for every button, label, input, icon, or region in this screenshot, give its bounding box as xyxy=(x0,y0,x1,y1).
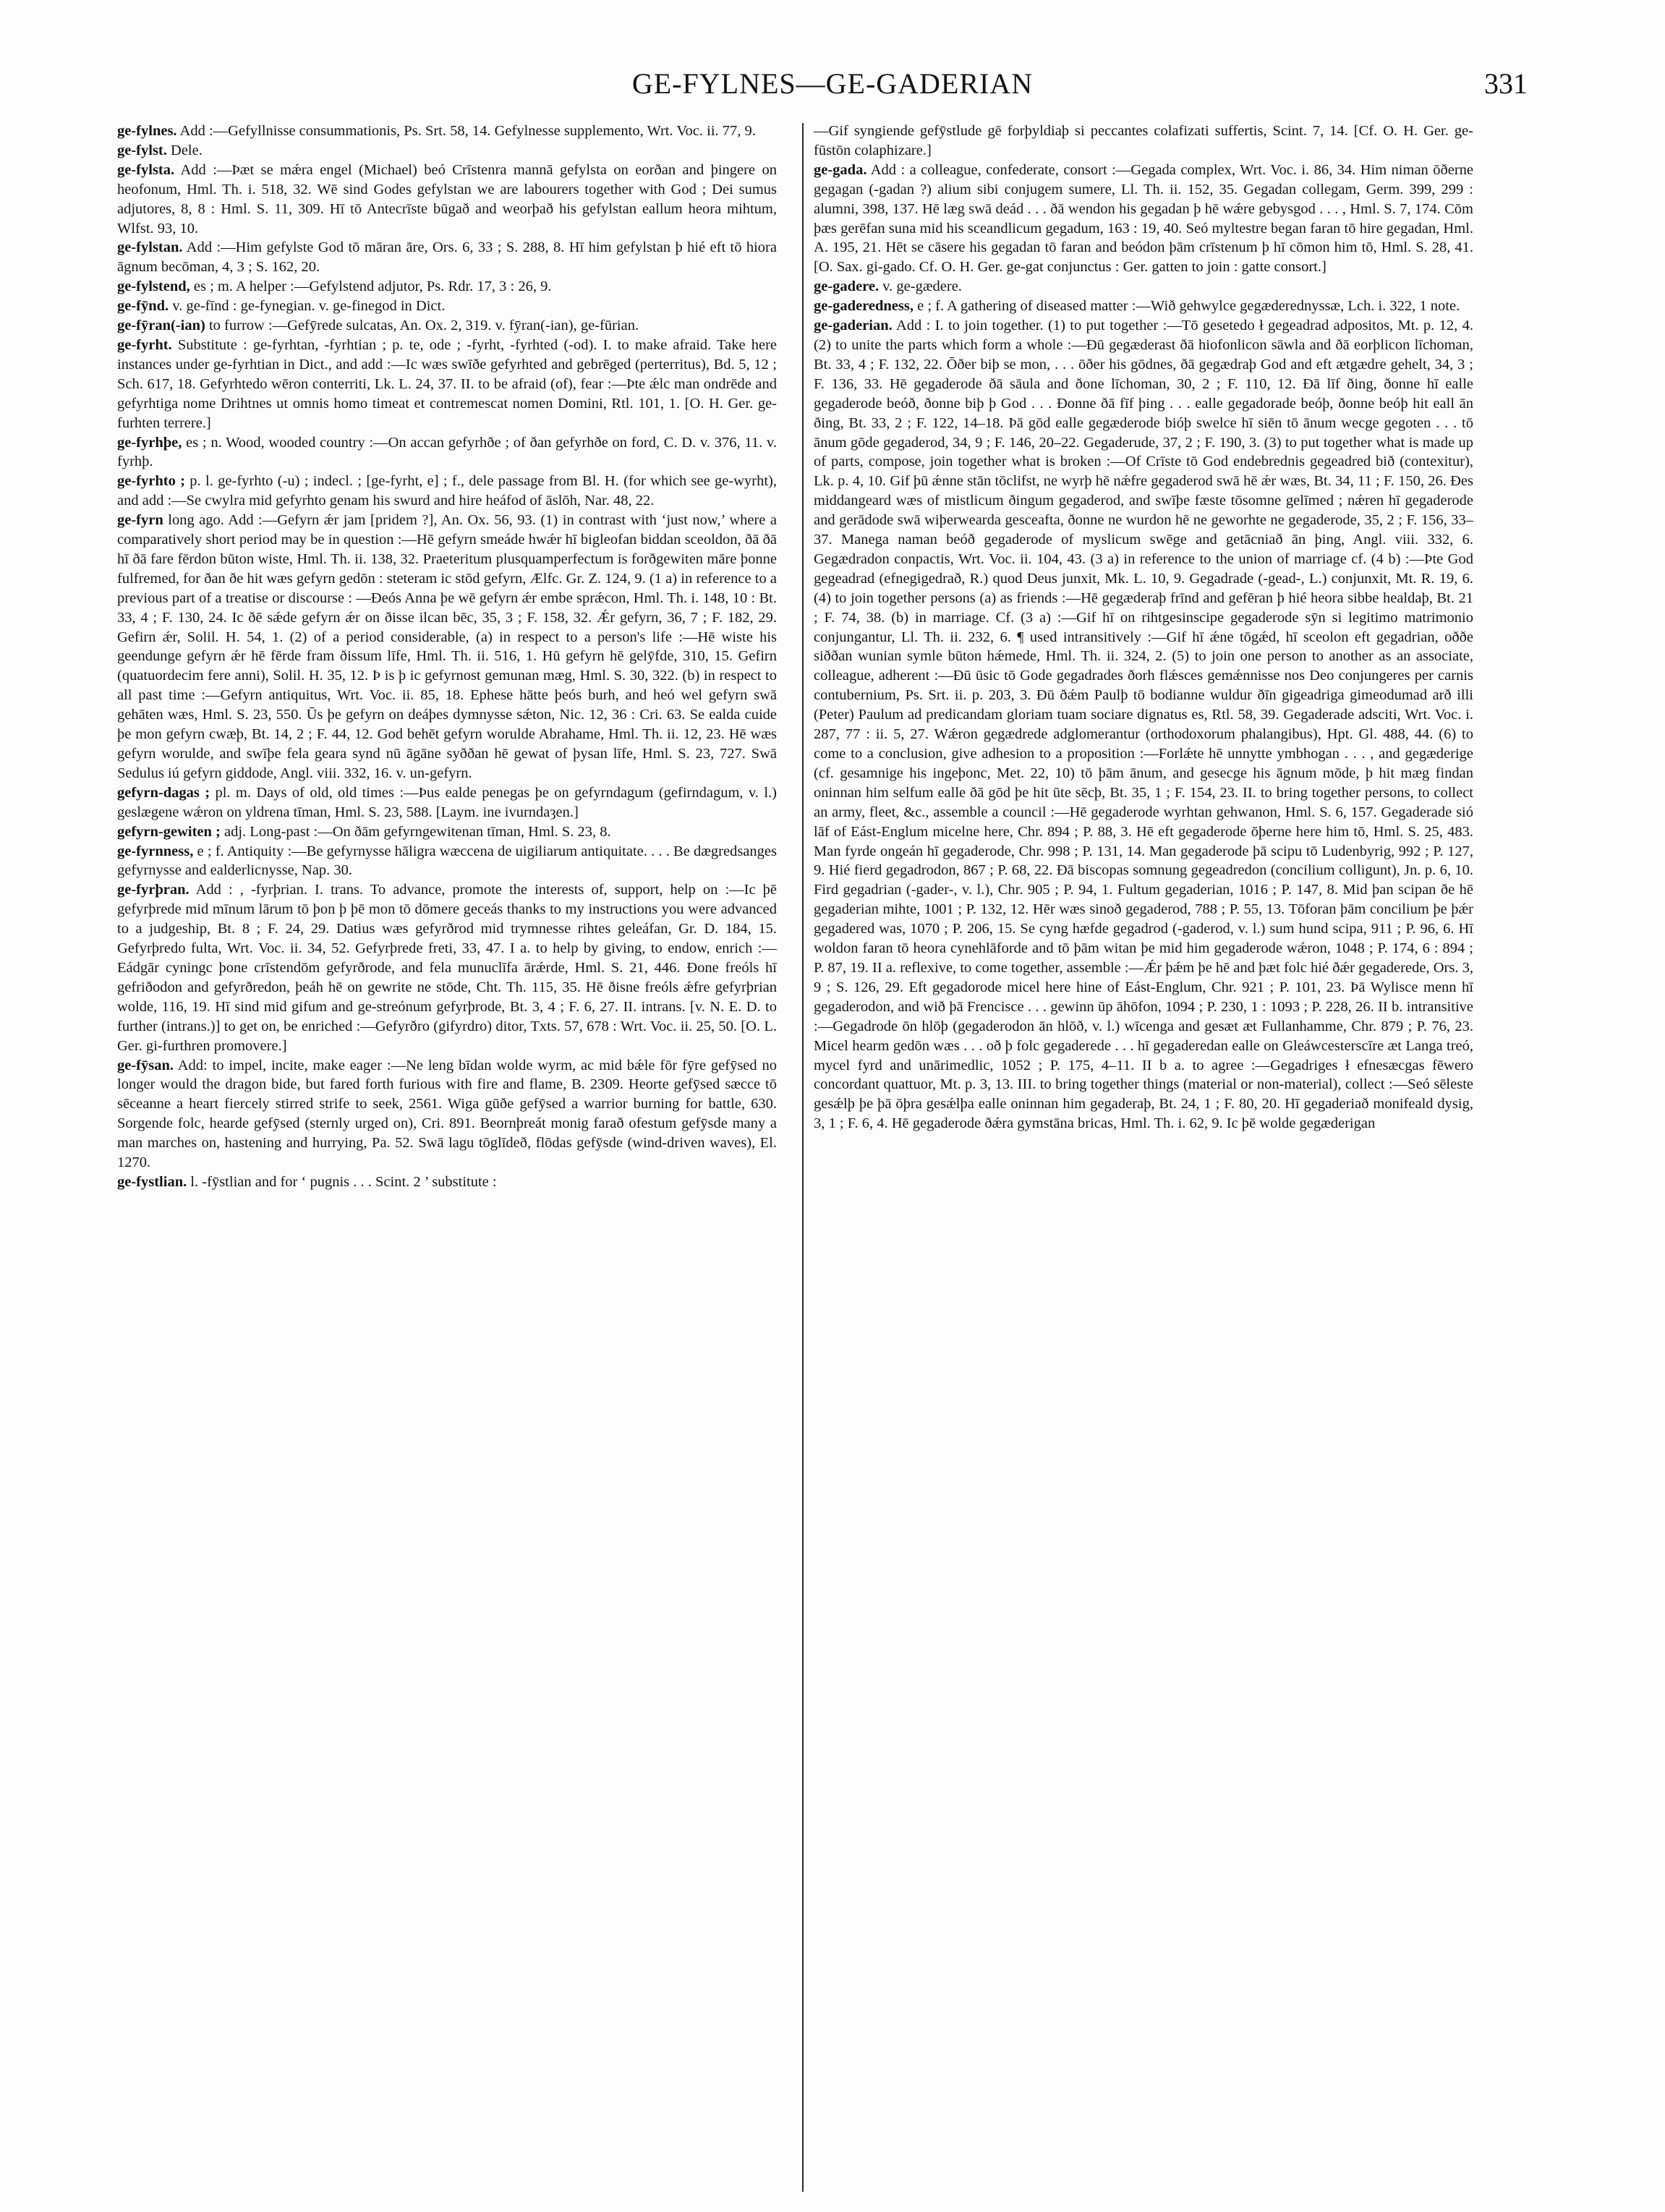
entry-headword: ge-fyrhto ; xyxy=(117,473,185,490)
entry-headword: ge-fyrþran. xyxy=(117,882,190,898)
entry-text: long ago. Add :—Gefyrn ǽr jam [pridem ?], An. Ox. 56, 93. (1) in contrast with ‘just now,’ where a comparatively short period may be in question :—Hē gefyrn smeáde hwǽr hī bigleofan biddan sceoldon, ðā ðā hī ðā fare fērdon būton wiste, Hml. Th. ii. 138, 32. Praeteritum plusquamperfectum is forðgewiten māre þonne fulfremed, for ðan ðe hit wæs gefyrn gedōn : steteram ic stōd gefyrn, Ælfc. Gr. Z. 124, 9. (1 a) in reference to a previous part of a treatise or discourse : —Ðeós Anna þe wē gefyrn ǽr embe sprǽcon, Hml. Th. i. 148, 10 : Bt. 33, 4 ; F. 130, 24. Ic ðē sǽde gefyrn ǽr on ðisse ilcan bēc, 35, 3 ; F. 158, 32. Ǽr gefyrn, 36, 7 ; F. 182, 29. Gefirn ǽr, Solil. H. 54, 1. (2) of a period considerable, (a) in respect to a person's life :—Hē wiste his geendunge gefyrn ǽr hē fērde fram ðissum līfe, Hml. Th. ii. 516, 1. Hū gefyrn hē gelȳfde, 310, 15. Gefirn (quatuordecim fere anni), Solil. H. 35, 12. Þ is þ ic gefyrnost gemunan mæg, Hml. S. 30, 322. (b) in respect to all past time :—Gefyrn antiquitus, Wrt. Voc. ii. 85, 18. Ephese hātte þeós burh, and heó wel gefyrn swā gehāten wæs, Hml. S. 23, 550. Ūs þe gefyrn on deáþes dymnysse sǽton, Nic. 12, 36 : Cri. 63. Se ealda cuide þe mon gefyrn cwæþ, Bt. 14, 2 ; F. 44, 12. God behēt gefyrn worulde Abrahame, Hml. Th. ii. 12, 23. Hē wæs gefyrn worulde, and swīþe fela geara synd nū āgāne syððan hē gewat of þysan līfe, Hml. S. 23, 727. Swā Sedulus iú gefyrn giddode, Angl. viii. 332, 16. v. un-gefyrn. xyxy=(117,512,777,781)
entry-text: Add : a colleague, confederate, consort :—Gegada complex, Wrt. Voc. i. 86, 34. Him niman ōðerne gegagan (-gadan ?) alium sibi conjugem sumere, Ll. Th. ii. 152, 35. Gegadan collegam, Germ. 399, 299 : alumni, 398, 137. Hē læg swā deád . . . ðā wendon his gegadan þ hē wǽre gebysgod . . . , Hml. S. 7, 174. Cōm þæs gerēfan suna mid his sceandlicum gegadum, 163 : 19, 40. Seó myltestre began faran tō hire gegadan, Hml. A. 195, 21. Hēt se cāsere his gegadan tō faran and beódon þām crīstenum þ hī cōmon him tō, Hml. S. 28, 41. [O. Sax. gi-gado. Cf. O. H. Ger. ge-gat conjunctus : Ger. gatten to join : gatte consort.] xyxy=(814,161,1473,276)
entry-headword: gefyrn-dagas ; xyxy=(117,784,210,801)
entry-text: to furrow :—Gefȳrede sulcatas, An. Ox. 2, 319. v. fȳran(-ian), ge-fūrian. xyxy=(205,318,639,334)
entry-text: Add :—Him gefylste God tō māran āre, Ors. 6, 33 ; S. 288, 8. Hī him gefylstan þ hié eft tō hiora āgnum becōman, 4, 3 ; S. 162, 20. xyxy=(117,239,777,276)
entry-text: Add: to impel, incite, make eager :—Ne leng bīdan wolde wyrm, ac mid bǽle fōr fȳre gefȳsed no longer would the dragon bide, but fared forth furious with fire and flame, B. 2309. Heorte gefȳsed sæcce tō sēceanne a heart fiercely stirred strife to seek, 2561. Wiga gūðe gefȳsed a warrior burning for battle, 630. Sorgende folc, hearde gefȳsed (sternly urged on), Cri. 891. Beornþreát monig farað ofestum gefȳsde many a man marches on, hastening and hurrying, Pa. 52. Swā lagu tōglīdeð, flōdas gefȳsde (wind-driven waves), El. 1270. xyxy=(117,1057,777,1171)
dictionary-entry xyxy=(814,297,1473,316)
entry-headword: ge-fystlian. xyxy=(117,1173,187,1190)
dictionary-entry xyxy=(117,297,777,316)
column-divider xyxy=(802,123,804,2192)
entry-text: p. l. ge-fyrhto (-u) ; indecl. ; [ge-fyrht, e] ; f., dele passage from Bl. H. (for which see ge-wyrht), and add :—Se cwylra mid gefyrhto genam his swurd and hire heáfod of āslōh, Nar. 48, 22. xyxy=(117,473,778,509)
dictionary-entry xyxy=(814,316,1473,1133)
entry-text: Add :—Þæt se mǽra engel (Michael) beó Crīstenra mannā gefylsta on eorðan and þingere on heofonum, Hml. Th. i. 518, 32. Wē sind Godes gefylstan we are labourers together with God ; Dei sumus adjutores, 8, 8 : Hml. S. 11, 309. Hī tō Antecrīste būgað and weorþað his gefylstan eallum heora mihtum, Wlfst. 93, 10. xyxy=(117,161,777,237)
dictionary-entry xyxy=(117,880,777,1055)
dictionary-entry xyxy=(814,161,1473,277)
dictionary-entry xyxy=(117,238,777,277)
dictionary-entry xyxy=(117,1173,777,1192)
dictionary-entry xyxy=(117,316,777,336)
dictionary-entry xyxy=(117,161,777,239)
dictionary-entry xyxy=(117,1056,777,1173)
right-column xyxy=(814,122,1473,1133)
entry-headword: ge-fylstend, xyxy=(117,278,190,295)
entry-text: Add : , -fyrþrian. I. trans. To advance, promote the interests of, support, help on :—Ic þē gefyrþrede mid mīnum lārum tō þon þ þē mon tō dōmere geceás thanks to my instructions you were advanced to a judgeship, Bt. 8 ; F. 24, 29. Datius wæs gefyrðrod mid trymnesse rihtes geleáfan, Gr. D. 184, 15. Gefyrþredo fulta, Wrt. Voc. ii. 34, 52. Gefyrþrede freti, 33, 47. I a. to help by giving, to endow, enrich :—Eádgār cyningc þone crīstendōm gefyrðrode, and fela munuclīfa ārǽrde, Hml. S. 21, 446. Ðone freóls hī gefriðodon and gefyrðredon, þeáh hē on gewrite ne stōde, Cht. Th. 115, 35. Hē ðisne freóls ǽfre gefyrþrian wolde, 116, 19. Hī sind mid gifum and ge-streónum gefyrþrode, Bt. 3, 4 ; F. 6, 27. II. intrans. [v. N. E. D. to further (intrans.)] to get on, be enriched :—Gefyrðro (gifyrdro) ditor, Txts. 57, 678 : Wrt. Voc. ii. 25, 50. [O. L. Ger. gi-furthren promovere.] xyxy=(117,882,777,1054)
entry-text: v. ge-gædere. xyxy=(879,278,962,295)
dictionary-entry xyxy=(117,141,777,161)
dictionary-entry xyxy=(117,783,777,822)
running-head: GE-FYLNES—GE-GADERIAN xyxy=(631,67,1034,100)
entry-headword: ge-fylnes. xyxy=(117,123,177,139)
entry-headword: ge-fȳran(-ian) xyxy=(117,318,205,334)
entry-text: es ; n. Wood, wooded country :—On accan gefyrhðe ; of ðan gefyrhðe on ford, C. D. v. 376, 11. v. fyrhþ. xyxy=(117,434,777,470)
entry-text: —Gif syngiende gefȳstlude gē forþyldiaþ si peccantes colafizati suffertis, Scint. 7, 14. [Cf. O. H. Ger. ge-fūstōn colaphizare.] xyxy=(814,123,1473,158)
dictionary-entry xyxy=(117,472,777,511)
entry-text: es ; m. A helper :—Gefylstend adjutor, Ps. Rdr. 17, 3 : 26, 9. xyxy=(190,278,552,295)
dictionary-entry xyxy=(117,842,777,881)
dictionary-entry xyxy=(117,336,777,433)
entry-headword: ge-fylsta. xyxy=(117,161,175,178)
entry-headword: ge-fylst. xyxy=(117,142,167,158)
left-column xyxy=(117,122,777,1192)
entry-headword: ge-fyrn xyxy=(117,512,163,529)
page-number: 331 xyxy=(1484,67,1528,100)
entry-text: pl. m. Days of old, old times :—Þus ealde penegas þe on gefyrndagum (gefirndagum, v. l.) geslægene wǽron on yldrena tīman, Hml. S. 23, 588. [Laym. ine ivurndaȝen.] xyxy=(117,784,777,820)
dictionary-entry xyxy=(814,277,1473,297)
entry-headword: ge-gaderian. xyxy=(814,318,893,334)
entry-text: Add :—Gefyllnisse consummationis, Ps. Srt. 58, 14. Gefylnesse supplemento, Wrt. Voc. ii. 77, 9. xyxy=(176,123,756,139)
dictionary-entry xyxy=(117,511,777,783)
entry-headword: ge-fyrhþe, xyxy=(117,434,182,451)
entry-headword: ge-fȳsan. xyxy=(117,1057,174,1073)
dictionary-entry xyxy=(117,122,777,141)
entry-text: v. ge-fīnd : ge-fynegian. v. ge-finegod in Dict. xyxy=(169,298,446,315)
dictionary-entry xyxy=(117,433,777,472)
entry-headword: ge-fȳnd. xyxy=(117,298,169,315)
entry-text: e ; f. A gathering of diseased matter :—Wið gehwylce gegæderednyssæ, Lch. i. 322, 1 note. xyxy=(914,298,1460,315)
entry-headword: ge-gada. xyxy=(814,161,867,178)
entry-headword: ge-fyrnness, xyxy=(117,843,194,859)
entry-text: Substitute : ge-fyrhtan, -fyrhtian ; p. te, ode ; -fyrht, -fyrhted (-od). I. to make afraid. Take here instances under ge-fyrhtian in Dict., and add :—Ic wæs swīðe gefyrhted and gebrēged (perterritus), Bd. 5, 12 ; Sch. 617, 18. Gefyrhtedo wēron conterriti, Lk. L. 24, 37. II. to be afraid (of), fear :—Þte ǽlc man ondrēde and gefyrhtiga nome Drihtnes ut omnis homo timeat et contremescat nomen Domini, Rtl. 101, 1. [O. H. Ger. ge-furhten terrere.] xyxy=(117,336,777,431)
entry-headword: gefyrn-gewiten ; xyxy=(117,823,221,840)
dictionary-entry xyxy=(117,277,777,297)
entry-text: l. -fȳstlian and for ‘ pugnis . . . Scint. 2 ’ substitute : xyxy=(187,1173,497,1190)
entry-text: e ; f. Antiquity :—Be gefyrnysse hāligra wæccena de uigiliarum antiquitate. . . . Be dægredsanges gefyrnysse and ealderlicnysse, Nap. 30. xyxy=(117,843,777,879)
entry-text: adj. Long-past :—On ðām gefyrngewitenan tīman, Hml. S. 23, 8. xyxy=(220,823,611,840)
entry-text: Dele. xyxy=(166,142,203,158)
dictionary-entry xyxy=(117,822,777,842)
entry-headword: ge-fylstan. xyxy=(117,239,183,256)
dictionary-entry xyxy=(814,122,1473,161)
entry-text: Add : I. to join together. (1) to put together :—Tō gesetedo ł gegeadrad adpositos, Mt. p. 12, 4. (2) to unite the parts which form a whole :—Ðū gegæderast ðā hiofonlicon sāwla and ðā eorþlicon līchoman, Bt. 33, 4 ; F. 132, 22. Ōðer biþ se mon, . . . ōðer his gōdnes, ðā gegædraþ God and eft ætgædre gehelt, 34, 3 ; F. 136, 33. Hē gegaderode ðā sāula and ðone līchoman, 30, 2 ; F. 110, 12. Ðā līf ðing, ðonne hī ealle gegaderode beóð, ðonne biþ þ God . . . Ðonne ðā fīf þing . . . ealle gegadorade beóþ, ðonne beóþ hit eall ān ðing, Bt. 33, 2 ; F. 122, 14–18. Þā gōd ealle gegæderode bióþ swelce hī siēn tō ānum wecge gegoten . . . tō ānum gōde gegaderod, 34, 9 ; F. 146, 20–22. Gegaderude, 37, 2 ; F. 190, 3. (3) to put together what is made up of parts, compose, join together what is broken :—Of Crīste tō God endebrednis gegeadred bið (contexitur), Lk. p. 4, 10. Gif þū ǽnne stān tōclifst, ne wyrþ hē nǽfre gegaderod swā hē ǽr wæs, Bt. 34, 11 ; F. 150, 26. Ðes middangeard wæs of mistlicum ðingum gegaderod, and swīþe fæste tōsomne gelīmed ; nǽren hī gegaderode and gerādode swā wiþerwearda gesceafta, ðonne ne wurdon hē ne geworhte ne gegaderode, 35, 2 ; F. 156, 33–37. Manega naman beóð gegaderode of myslicum swēge and getācniað ān þing, Angl. viii. 332, 6. Gegædradon conpactis, Wrt. Voc. ii. 104, 43. (3 a) in reference to the union of marriage cf. (4 b) :—Þte God gegeadrad (efnegigedrað, R.) quod Deus junxit, Mk. L. 10, 9. Gegadrade (-gead-, L.) conjunxit, Mt. R. 19, 6. (4) to join together persons (a) as friends :—Hē gegæderaþ frīnd and gefēran þ hié heora sibbe healdaþ, Bt. 21 ; F. 74, 38. (b) in marriage. Cf. (3 a) :—Gif hī on rihtgesinscipe gegaderode sȳn si legitimo matrimonio conjungantur, Ll. Th. ii. 232, 6. ¶ used intransitively :—Gif hī ǽne tōgǽd, hī sceolon eft gegadrian, oððe siððan wunian symle būton hǽmede, Hml. Th. ii. 324, 2. (5) to join one person to another as an associate, colleague, adherent :—Ðū ūsic tō Gode gegadrades ðorh flǽsces gemǽnnisse nos Deo conjungeres per carnis contubernium, Ps. Srt. ii. p. 203, 3. Ðū ðǽm Paulþ tō bodianne wuldur ðīn gigeadriga gimeodumad arð illi (Peter) Paulum ad predicandam gloriam tuam sociare dignatus es, Rtl. 58, 39. Gegaderade adsciti, Wrt. Voc. i. 287, 77 : ii. 5, 27. Wǽron gegædrede adglomerantur (orthodoxorum phalangibus), Hpt. Gl. 488, 44. (6) to come to a conclusion, give adhesion to a proposition :—Forlǽte hē unnytte ymbhogan . . . , and gegæderige (cf. gesamnige his ingeþonc, Met. 22, 10) tō þām ānum, and gesecge his āgnum mōde, þ hit mæg findan oninnan him selfum ealle ðā gōd þe hit ūte sēcþ, Bt. 35, 1 ; F. 154, 23. II. to bring together persons, to collect an army, fleet, &c., assemble a council :—Hē gegaderode wyrhtan gehwanon, Hml. S. 6, 157. Gegaderade sió lāf of Eást-Englum micelne here, Chr. 894 ; P. 88, 3. Hē eft gegaderode ōþerne here him tō, Hml. S. 25, 483. Man fyrde ongeán hī gegaderode, Chr. 998 ; P. 131, 14. Man gegaderode þā scipu tō Ludenbyrig, 992 ; P. 127, 9. Hié fierd gegadrodon, 867 ; P. 68, 22. Ðā biscopas somnung gegeadredon (concilium colligunt), Jn. p. 6, 10. Fird gegadrian (-gader-, v. l.), Chr. 905 ; P. 94, 1. Fultum gegaderian, 1016 ; P. 147, 8. Mid þan scipan ðe hē gegaderian mihte, 1001 ; P. 132, 12. Hēr wæs sinoð gegaderod, 788 ; P. 55, 13. Tōforan þām concilium þe þǽr gegadered was, 1070 ; P. 206, 15. Se cyng hæfde gegadrod (-gaderod, v. l.) sum hund scipa, 911 ; P. 96, 6. Hī woldon faran tō heora cynehlāforde and tō þām witan þe mid him gegaderode wǽron, 1048 ; P. 174, 6 : 894 ; P. 87, 19. II a. reflexive, to come together, assemble :—Ǽr þǽm þe hē and þæt folc hié ðǽr gegaderede, Ors. 3, 9 ; S. 126, 29. Eft gegadorode micel here hine of Eást-Englum, Chr. 921 ; P. 101, 23. Þā Wylisce menn hī gegaderodon, and wið þā Frencisce . . . gewinn ūp āhōfon, 1094 ; P. 230, 1 : 1093 ; P. 228, 26. II b. intransitive :—Gegadrode ōn hlōþ (gegaderodon ān hlōð, v. l.) wīcenga and gesæt æt Fullanhamme, Chr. 879 ; P. 76, 23. Micel hearm gedōn wæs . . . oð þ folc gegaderede . . . hī gegaderedan ealle on Gleáwcesterscīre æt Langa treó, mycel fyrd and unārimedlic, 1052 ; P. 175, 4–11. II b a. to agree :—Gegadriges ł efnesæcgas fēwero concordant quattuor, Mt. p. 3, 13. III. to bring together things (material or non-material), collect :—Seó sēleste gesǽlþ þe þā ōþra gesǽlþa ealle oninnan him gegaderaþ, Bt. 24, 1 ; F. 80, 20. Hī gegaderiað monifeald dysig, 3, 1 ; F. 6, 4. Hē gegaderode ðǽra gymstāna bricas, Hml. Th. i. 62, 9. Ic þē wolde gegæderigan xyxy=(814,318,1473,1132)
entry-headword: ge-gaderedness, xyxy=(814,298,914,315)
entry-headword: ge-fyrht. xyxy=(117,336,172,353)
entry-headword: ge-gadere. xyxy=(814,278,880,295)
